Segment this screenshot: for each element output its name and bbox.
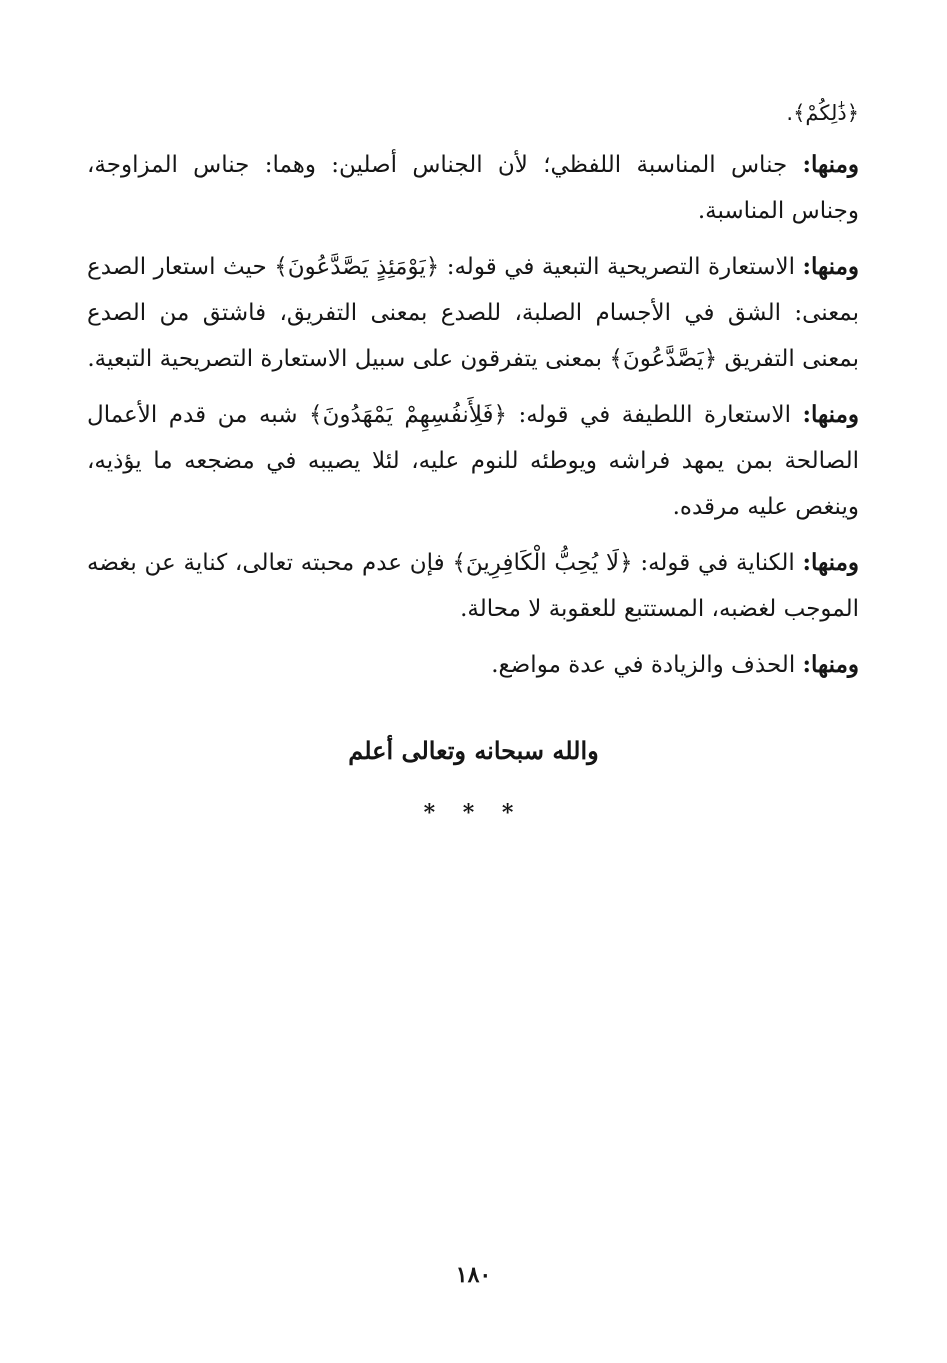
paragraph-text: الاستعارة اللطيفة في قوله: ﴿فَلِأَنفُسِهِمْ يَمْهَدُونَ﴾ شبه من قدم الأعمال الصالحة بمن يمهد فراشه ويوطئه للنوم عليه، لئلا يصيبه في مضجعه ما يؤذيه، وينغص عليه مرقده. <box>87 402 859 520</box>
paragraph-kinaya <box>87 540 859 632</box>
paragraph-lead: ومنها: <box>802 253 859 280</box>
paragraph-text: الحذف والزيادة في عدة مواضع. <box>491 652 803 678</box>
paragraph-hadhf <box>87 642 859 688</box>
closing-line <box>0 728 947 774</box>
body-text <box>87 90 859 698</box>
page-number: ١٨٠ <box>455 1262 492 1288</box>
paragraph-verse-end <box>87 90 859 136</box>
paragraph-lead: ومنها: <box>802 651 859 678</box>
paragraph-latifa <box>87 392 859 530</box>
paragraph-text: الاستعارة التصريحية التبعية في قوله: ﴿يَوْمَئِذٍ يَصَّدَّعُونَ﴾ حيث استعار الصدع بمعنى: الشق في الأجسام الصلبة، للصدع بمعنى التفريق، فاشتق من الصدع بمعنى التفريق ﴿يَصَّدَّعُونَ﴾ بمعنى يتفرقون على سبيل الاستعارة التصريحية التبعية. <box>87 254 859 372</box>
paragraph-lead: ومنها: <box>802 401 859 428</box>
paragraph-lead: ومنها: <box>802 549 859 576</box>
paragraph-tasrihiya <box>87 244 859 382</box>
paragraph-text: جناس المناسبة اللفظي؛ لأن الجناس أصلين: وهما: جناس المزاوجة، وجناس المناسبة. <box>87 152 859 224</box>
paragraph-lead: ومنها: <box>802 151 859 178</box>
quran-verse-fragment: ﴿ذَٰلِكُمْ﴾. <box>786 101 859 125</box>
paragraph-text: الكناية في قوله: ﴿لَا يُحِبُّ الْكَافِرِينَ﴾ فإن عدم محبته تعالى، كناية عن بغضه الموجب لغضبه، المستتبع للعقوبة لا محالة. <box>87 550 859 622</box>
section-separator: * * * <box>423 800 524 826</box>
paragraph-jinas <box>87 142 859 234</box>
closing-text: والله سبحانه وتعالى أعلم <box>348 736 599 765</box>
